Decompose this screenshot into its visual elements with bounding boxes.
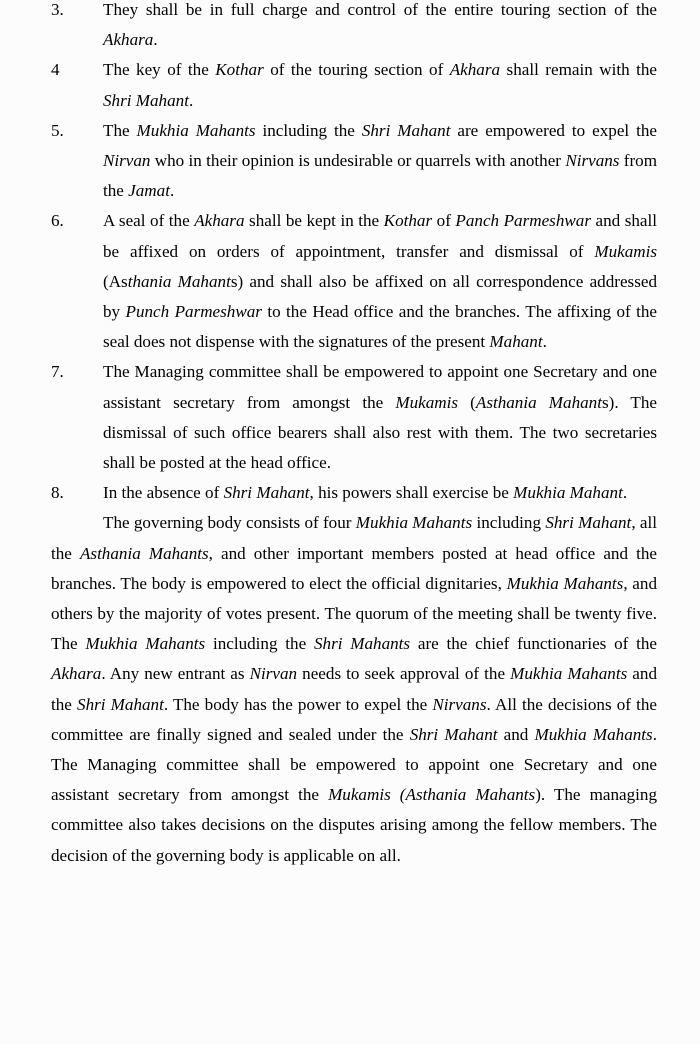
- text-run: of: [432, 211, 456, 231]
- text-run: from the: [103, 151, 657, 201]
- text-run: The: [103, 120, 137, 140]
- clause-marker: 7.: [51, 362, 64, 382]
- text-run: are empowered to expel the: [450, 120, 657, 140]
- text-run: are the chief functionaries of the: [410, 634, 657, 654]
- italic-run: Mukhia Mahant: [513, 483, 623, 503]
- italic-run: Shri Mahant: [361, 120, 451, 140]
- italic-run: Mukamis: [395, 392, 459, 412]
- italic-run: Mukhia Mahants: [355, 513, 473, 533]
- clause-item-8: [51, 478, 657, 508]
- clause-text: [103, 483, 627, 502]
- clause-marker: 5.: [51, 120, 64, 140]
- clause-text: [103, 121, 657, 200]
- clause-item-3: [51, 0, 657, 55]
- italic-run: Mukamis: [594, 241, 657, 261]
- italic-run: Nirvans: [432, 694, 487, 714]
- text-run: The governing body consists of four: [103, 513, 356, 533]
- text-run: A seal of the: [103, 211, 195, 231]
- italic-run: Mukhia Mahants: [136, 120, 256, 140]
- clause-marker: 3.: [51, 0, 64, 19]
- text-run: . All the decisions of the committee are finally signed and sealed under the: [51, 694, 657, 744]
- italic-run: Shri Mahants: [313, 634, 411, 654]
- italic-run: Shri Mahant: [223, 483, 310, 503]
- text-run: needs to seek approval of the: [297, 664, 511, 684]
- text-run: .: [169, 181, 175, 201]
- italic-run: Punch Parmeshwar: [125, 302, 262, 322]
- text-run: .: [542, 332, 547, 352]
- text-run: s). The dismissal of such office bearers shall also rest with them. The two secretaries shall be posted at the head office.: [103, 392, 658, 473]
- text-run: (As: [103, 271, 128, 291]
- clause-item-5: [51, 116, 657, 207]
- text-run: shall be kept in the: [244, 211, 384, 231]
- text-run: They shall be in full charge and control of the entire touring section of the: [103, 0, 657, 19]
- text-run: In the absence of: [103, 483, 224, 503]
- italic-run: Mukhia Mahants: [506, 573, 624, 593]
- italic-run: thania Mahant: [127, 271, 231, 291]
- italic-run: Nirvans: [565, 151, 620, 171]
- text-run: ). The managing committee also takes decisions on the disputes arising among the fellow members. The decision of the governing body is applicable on all.: [51, 785, 658, 865]
- text-run: and: [497, 724, 535, 744]
- text-run: including: [472, 513, 546, 533]
- clause-item-4: [51, 55, 657, 115]
- text-run: (: [458, 392, 476, 412]
- italic-run: Akhara: [103, 30, 154, 50]
- text-run: s) and shall also be affixed on all correspondence addressed by: [103, 271, 657, 322]
- italic-run: Akhara: [449, 60, 501, 80]
- closing-paragraph: [51, 508, 657, 870]
- clause-marker: 8.: [51, 483, 64, 503]
- clause-text: [103, 211, 657, 351]
- text-run: to the Head office and the branches. The affixing of the seal does not dispense with the signatures of the present: [103, 302, 657, 352]
- italic-run: Nirvan: [103, 151, 151, 171]
- clause-marker: 4: [51, 60, 60, 80]
- text-run: . The body has the power to expel the: [163, 694, 433, 714]
- text-run: , and other important members posted at head office and the branches. The body is empowered to elect the official dignitaries,: [51, 543, 657, 593]
- clause-marker: 6.: [51, 211, 64, 231]
- text-run: .: [188, 90, 194, 110]
- clause-text: [103, 60, 657, 109]
- text-run: , and others by the majority of votes present. The quorum of the meeting shall be twenty five. The: [51, 573, 657, 654]
- italic-run: Mahant: [489, 332, 543, 352]
- clause-text: [103, 362, 657, 472]
- italic-run: Mukamis (Asthania Mahants: [328, 785, 536, 805]
- text-run: The Managing committee shall be empowered to appoint one Secretary and one assistant secretary from amongst the: [103, 362, 657, 412]
- italic-run: Jamat: [128, 181, 170, 201]
- italic-run: Asthania Mahant: [475, 392, 602, 412]
- text-run: including the: [205, 634, 314, 654]
- text-run: , his powers shall exercise be: [309, 483, 514, 503]
- text-run: .: [153, 30, 158, 50]
- text-run: . Any new entrant as: [101, 664, 250, 684]
- italic-run: Shri Mahant: [545, 513, 632, 533]
- italic-run: Akhara: [194, 211, 245, 231]
- clause-item-6: [51, 206, 657, 357]
- italic-run: Nirvan: [249, 664, 298, 684]
- italic-run: Shri Mahant: [409, 724, 498, 744]
- text-run: , all the: [51, 513, 657, 563]
- italic-run: Akhara: [51, 664, 102, 684]
- italic-run: Mukhia Mahants: [534, 724, 653, 744]
- text-run: of the touring section of: [263, 60, 450, 80]
- italic-run: Mukhia Mahants: [85, 634, 206, 654]
- italic-run: Mukhia Mahants: [510, 664, 628, 684]
- text-run: including the: [255, 120, 362, 140]
- italic-run: Kothar: [383, 211, 433, 231]
- clause-item-7: [51, 357, 657, 478]
- clause-text: [103, 0, 657, 49]
- text-run: .: [622, 483, 628, 503]
- text-run: The key of the: [103, 60, 216, 80]
- italic-run: Kothar: [215, 60, 264, 80]
- italic-run: Panch Parmeshwar: [455, 211, 591, 231]
- text-run: shall remain with the: [500, 60, 657, 80]
- text-run: . The Managing committee shall be empowered to appoint one Secretary and one assistant secretary from amongst the: [51, 724, 657, 805]
- italic-run: Shri Mahant: [77, 694, 164, 714]
- text-run: and shall be affixed on orders of appointment, transfer and dismissal of: [103, 211, 657, 261]
- italic-run: Shri Mahant: [103, 90, 189, 110]
- italic-run: Asthania Mahants: [79, 543, 209, 563]
- text-run: and the: [51, 664, 657, 714]
- text-run: who in their opinion is undesirable or quarrels with another: [150, 151, 566, 171]
